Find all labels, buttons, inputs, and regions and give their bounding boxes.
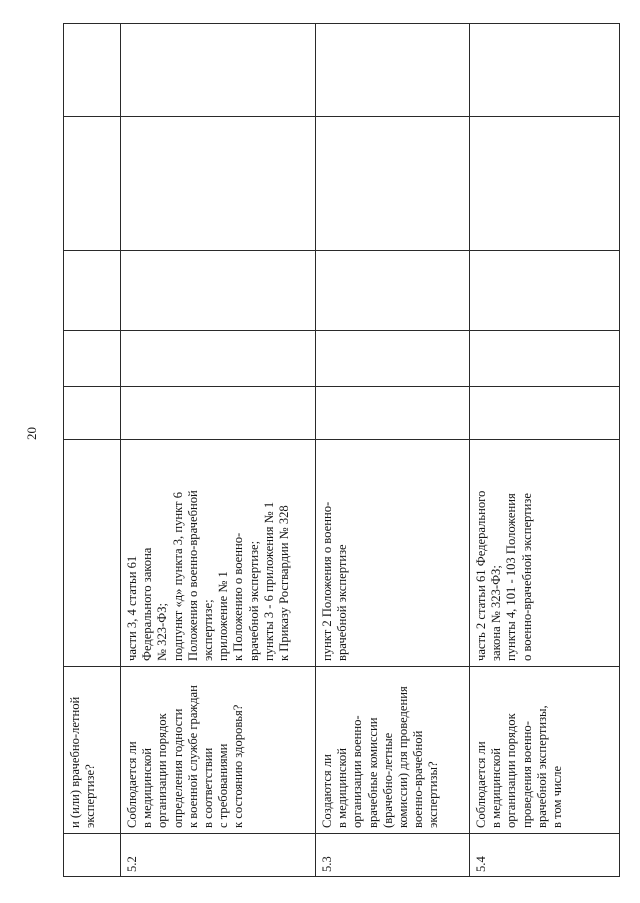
legal-basis-cell: часть 2 статьи 61 Федерального закона № 323-ФЗ; пункты 4, 101 - 103 Положения о военно-врачебной экспертизе (470, 440, 620, 667)
extra-cell (121, 24, 316, 117)
table-row (470, 24, 620, 877)
row-number: 5.2 (121, 834, 316, 877)
answer-na-cell (470, 251, 620, 331)
answer-na-cell (121, 251, 316, 331)
legal-basis-cell (64, 440, 121, 667)
answer-yes-cell (64, 387, 121, 440)
table-row (121, 24, 316, 877)
question-cell: и (или) врачебно-летной экспертизе? (64, 667, 121, 834)
legal-basis-cell: части 3, 4 статьи 61 Федерального закона № 323-ФЗ; подпункт «д» пункта 3, пункт 6 Положения о военно-врачебной экспертизе; приложение № 1 к Положению о военно- врачебной экспертизе; пункты 3 - 6 приложения № 1 к Приказу Росгвардии № 328 (121, 440, 316, 667)
extra-cell (64, 24, 121, 117)
page-number: 20 (24, 427, 39, 440)
answer-yes-cell (121, 387, 316, 440)
extra-cell (316, 24, 470, 117)
table-row (64, 24, 121, 877)
answer-na-cell (316, 251, 470, 331)
notes-cell (121, 117, 316, 251)
row-number: 5.4 (470, 834, 620, 877)
notes-cell (64, 117, 121, 251)
answer-no-cell (64, 331, 121, 387)
question-cell: Соблюдается ли в медицинской организации порядок проведения военно- врачебной экспертизы, в том числе (470, 667, 620, 834)
inspection-table (63, 23, 620, 877)
question-cell: Соблюдается ли в медицинской организации порядок определения годности к военной службе граждан в соответствии с требованиями к состоянию здоровья? (121, 667, 316, 834)
row-number (64, 834, 121, 877)
notes-cell (316, 117, 470, 251)
answer-no-cell (316, 331, 470, 387)
question-cell: Создаются ли в медицинской организации военно- врачебные комиссии (врачебно-летные комиссии) для проведения военно-врачебной экспертизы? (316, 667, 470, 834)
answer-yes-cell (316, 387, 470, 440)
answer-no-cell (470, 331, 620, 387)
answer-no-cell (121, 331, 316, 387)
row-number: 5.3 (316, 834, 470, 877)
answer-na-cell (64, 251, 121, 331)
table-row (316, 24, 470, 877)
legal-basis-cell: пункт 2 Положения о военно- врачебной экспертизе (316, 440, 470, 667)
answer-yes-cell (470, 387, 620, 440)
notes-cell (470, 117, 620, 251)
extra-cell (470, 24, 620, 117)
